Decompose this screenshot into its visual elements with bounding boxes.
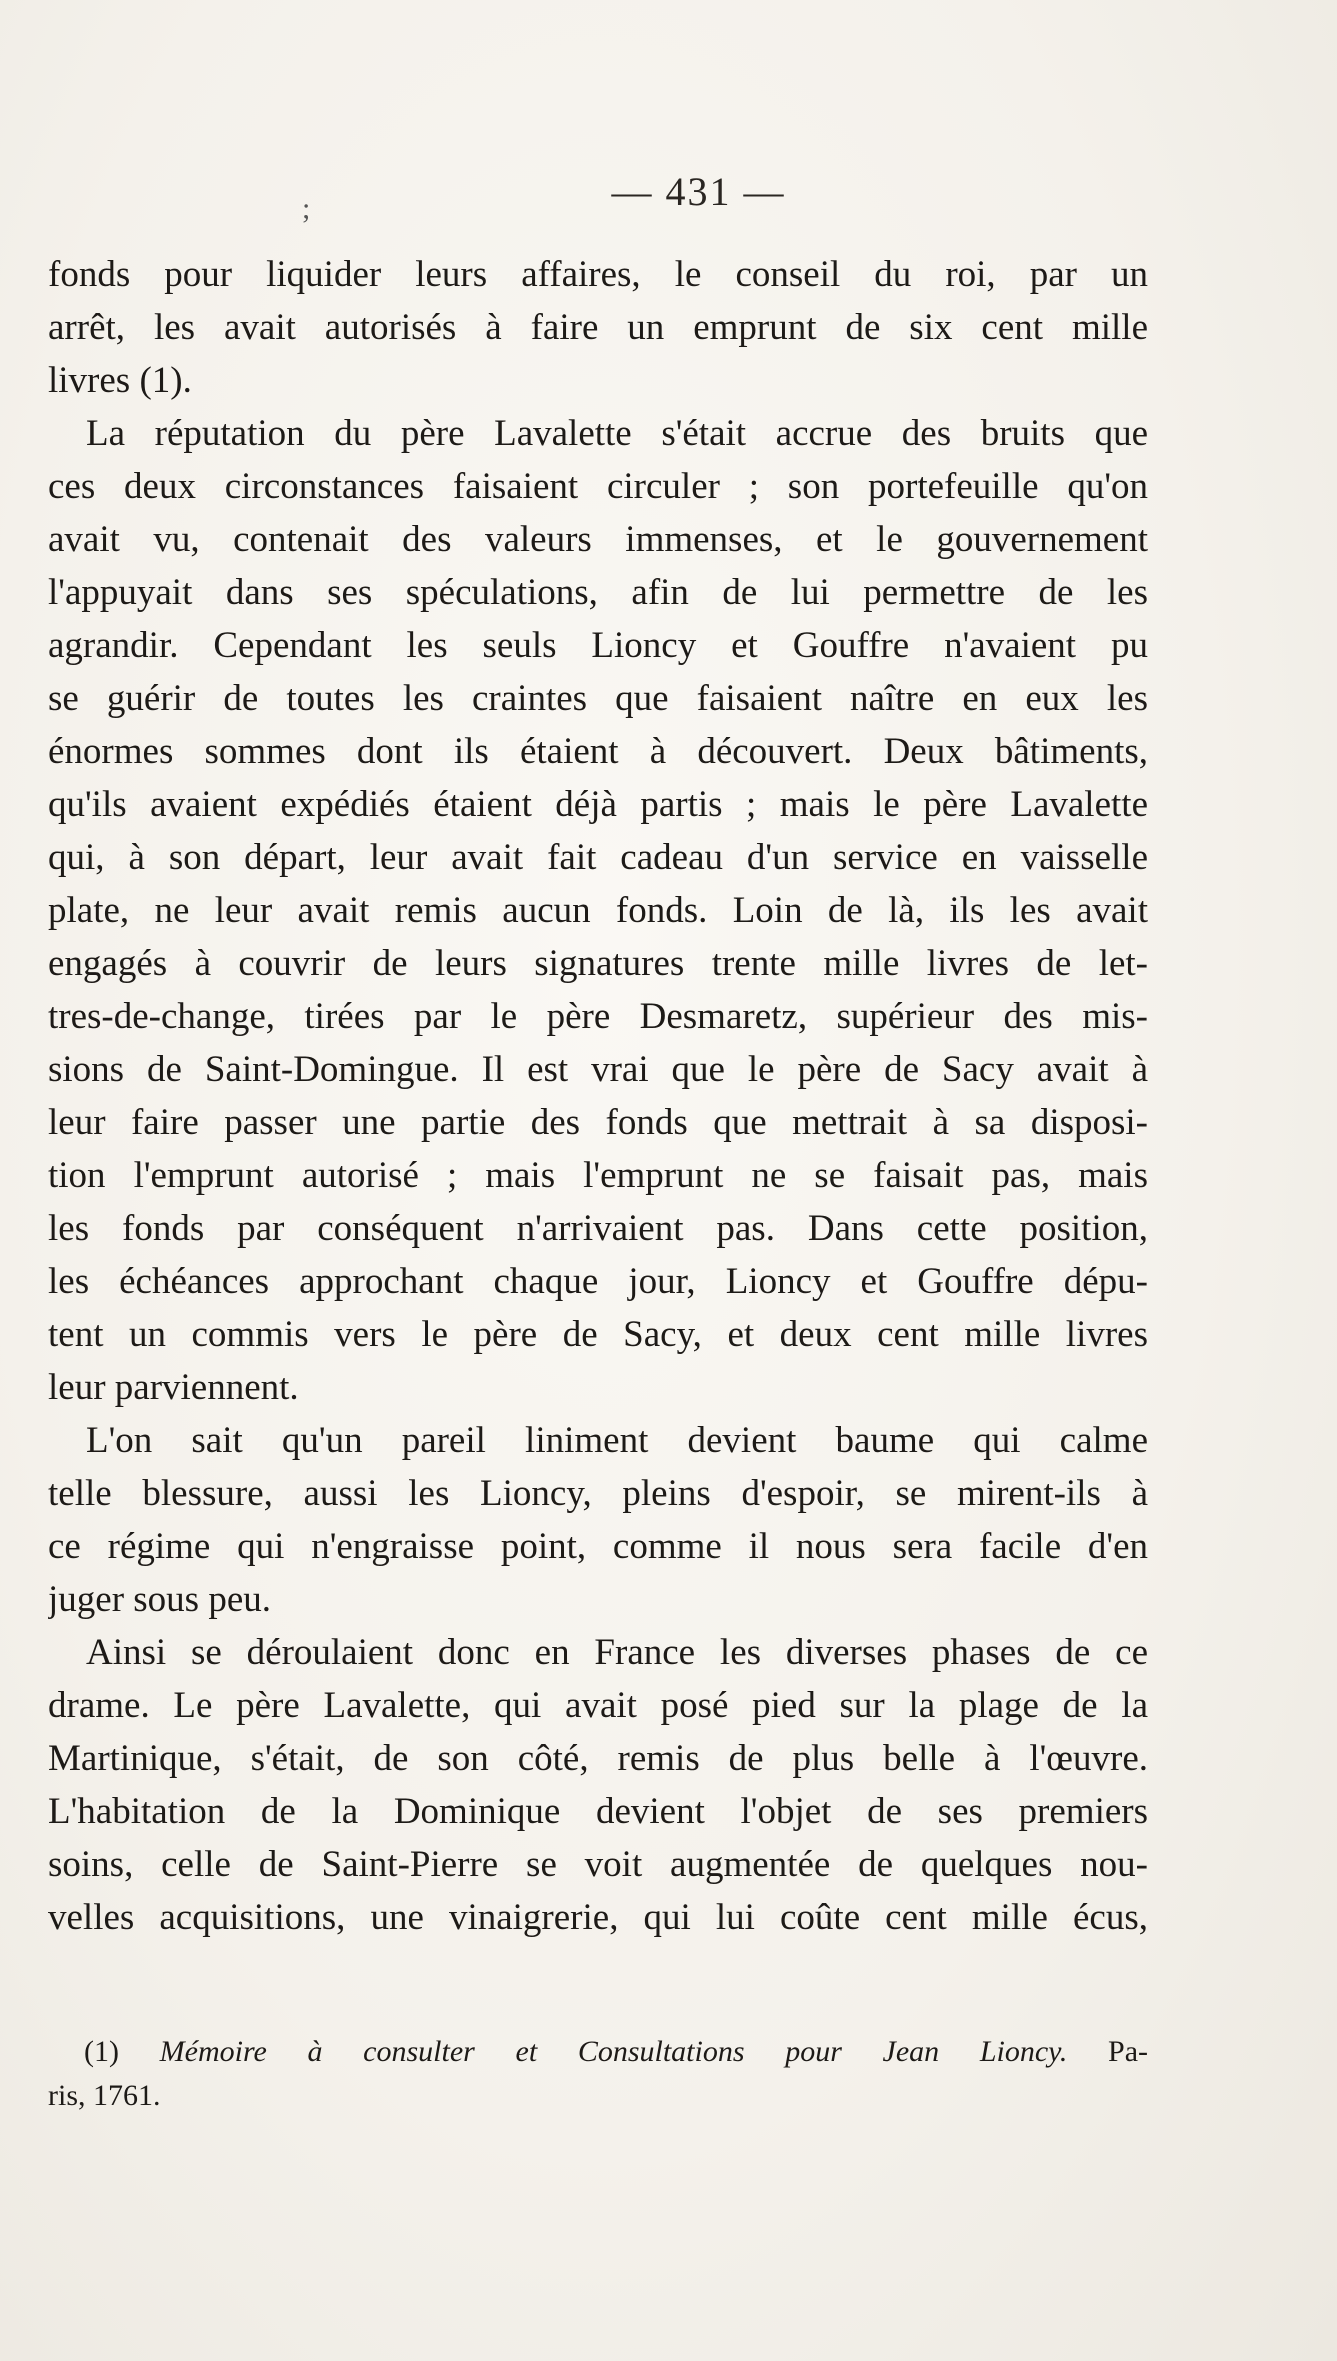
text-line: l'appuyait dans ses spéculations, afin de lui permettre de les [48, 572, 1148, 613]
text-line: énormes sommes dont ils étaient à découvert. Deux bâtiments, [48, 731, 1148, 772]
paragraph-2 [48, 407, 1148, 1414]
text-line: livres (1). [48, 360, 192, 401]
text-line: La réputation du père Lavalette s'était accrue des bruits que [86, 413, 1148, 454]
text-line: telle blessure, aussi les Lioncy, pleins d'espoir, se mirent-ils à [48, 1473, 1148, 1514]
page-number: — 431 — [611, 169, 786, 214]
footnote-line-1 [48, 2030, 1148, 2074]
text-line: tres-de-change, tirées par le père Desmaretz, supérieur des mis- [48, 996, 1148, 1037]
text-line: agrandir. Cependant les seuls Lioncy et Gouffre n'avaient pu [48, 625, 1148, 666]
text-line: qui, à son départ, leur avait fait cadeau d'un service en vaisselle [48, 837, 1148, 878]
text-line: fonds pour liquider leurs affaires, le conseil du roi, par un [48, 254, 1148, 295]
text-line: drame. Le père Lavalette, qui avait posé pied sur la plage de la [48, 1685, 1148, 1726]
text-line: leur parviennent. [48, 1367, 299, 1408]
text-line: velles acquisitions, une vinaigrerie, qui lui coûte cent mille écus, [48, 1897, 1148, 1938]
footnote-line-2: ris, 1761. [48, 2079, 161, 2112]
footnote-marker: (1) [84, 2035, 119, 2068]
text-line: se guérir de toutes les craintes que faisaient naître en eux les [48, 678, 1148, 719]
text-line: ces deux circonstances faisaient circuler ; son portefeuille qu'on [48, 466, 1148, 507]
text-line: plate, ne leur avait remis aucun fonds. Loin de là, ils les avait [48, 890, 1148, 931]
text-line: tent un commis vers le père de Sacy, et deux cent mille livres [48, 1314, 1148, 1355]
text-line: les fonds par conséquent n'arrivaient pas. Dans cette position, [48, 1208, 1148, 1249]
page-number-header [0, 168, 1337, 215]
paragraph-1 [48, 248, 1148, 407]
stray-ink-mark: ; [302, 192, 311, 225]
text-line: avait vu, contenait des valeurs immenses, et le gouvernement [48, 519, 1148, 560]
text-line: engagés à couvrir de leurs signatures trente mille livres de let- [48, 943, 1148, 984]
text-line: tion l'emprunt autorisé ; mais l'emprunt ne se faisait pas, mais [48, 1155, 1148, 1196]
text-line: leur faire passer une partie des fonds que mettrait à sa disposi- [48, 1102, 1148, 1143]
text-line: les échéances approchant chaque jour, Lioncy et Gouffre dépu- [48, 1261, 1148, 1302]
text-line: qu'ils avaient expédiés étaient déjà partis ; mais le père Lavalette [48, 784, 1148, 825]
body-text [48, 248, 1148, 1944]
text-line: sions de Saint-Domingue. Il est vrai que le père de Sacy avait à [48, 1049, 1148, 1090]
footnote [48, 2030, 1148, 2118]
paragraph-3 [48, 1414, 1148, 1626]
paragraph-4 [48, 1626, 1148, 1944]
text-line: ce régime qui n'engraisse point, comme il nous sera facile d'en [48, 1526, 1148, 1567]
text-line: L'on sait qu'un pareil liniment devient baume qui calme [86, 1420, 1148, 1461]
text-line: L'habitation de la Dominique devient l'objet de ses premiers [48, 1791, 1148, 1832]
text-line: Ainsi se déroulaient donc en France les diverses phases de ce [86, 1632, 1148, 1673]
text-line: Martinique, s'était, de son côté, remis de plus belle à l'œuvre. [48, 1738, 1148, 1779]
text-line: arrêt, les avait autorisés à faire un emprunt de six cent mille [48, 307, 1148, 348]
text-line: juger sous peu. [48, 1579, 271, 1620]
footnote-place: Pa- [1108, 2035, 1148, 2068]
footnote-title: Mémoire à consulter et Consultations pour Jean Lioncy. [159, 2035, 1068, 2068]
text-line: soins, celle de Saint-Pierre se voit augmentée de quelques nou- [48, 1844, 1148, 1885]
